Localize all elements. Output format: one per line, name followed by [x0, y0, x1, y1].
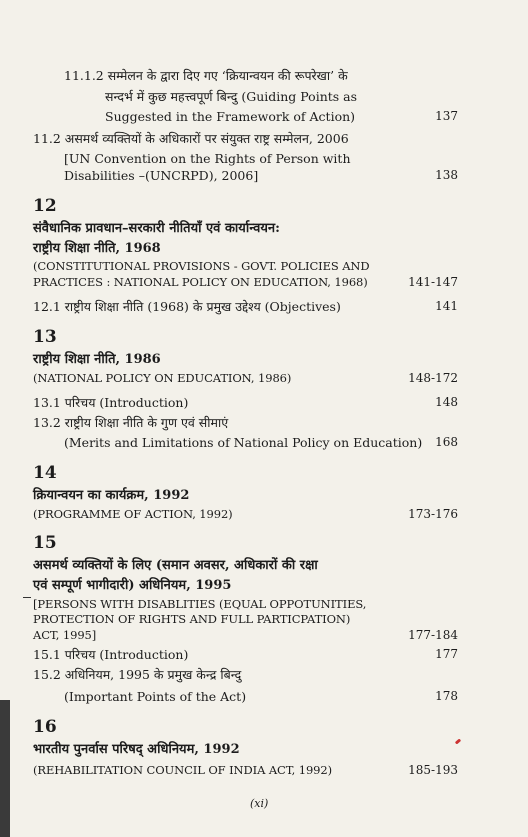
toc-subentry: 15.2 अधिनियम, 1995 के प्रमुख केन्द्र बिन्दु	[33, 667, 242, 682]
chapter-english-title: (NATIONAL POLICY ON EDUCATION, 1986)	[33, 371, 292, 385]
chapter-english-title: PRACTICES : NATIONAL POLICY ON EDUCATION, 1968)	[33, 275, 368, 289]
chapter-number: 15	[33, 533, 57, 553]
toc-subentry: 15.1 परिचय (Introduction)	[33, 647, 189, 662]
page-edge-shadow	[0, 700, 10, 837]
toc-entry-line: [UN Convention on the Rights of Person with	[64, 151, 351, 166]
chapter-english-title: (PROGRAMME OF ACTION, 1992)	[33, 507, 233, 521]
toc-entry-line: Disabilities –(UNCRPD), 2006]	[64, 168, 259, 183]
chapter-heading: राष्ट्रीय शिक्षा नीति, 1986	[33, 352, 161, 367]
chapter-heading: एवं सम्पूर्ण भागीदारी) अधिनियम, 1995	[33, 578, 232, 593]
chapter-english-title: (CONSTITUTIONAL PROVISIONS - GOVT. POLICIES AND	[33, 259, 370, 273]
page-range: 173-176	[408, 507, 458, 521]
chapter-number: 12	[33, 196, 57, 216]
chapter-heading: असमर्थ व्यक्तियों के लिए (समान अवसर, अधिकारों की रक्षा	[33, 558, 318, 573]
page-number: 168	[435, 435, 458, 449]
page-number: 137	[435, 109, 458, 123]
page-range: 141-147	[408, 275, 458, 289]
chapter-english-title: PROTECTION OF RIGHTS AND FULL PARTICPATION)	[33, 612, 351, 626]
chapter-number: 16	[33, 717, 57, 737]
pencil-dash	[23, 597, 31, 598]
page-range: 177-184	[408, 628, 458, 642]
toc-entry-line: Suggested in the Framework of Action)	[105, 109, 356, 124]
page-number: 177	[435, 647, 458, 661]
toc-subentry: 13.2 राष्ट्रीय शिक्षा नीति के गुण एवं सीमाएं	[33, 415, 229, 430]
ink-mark	[455, 738, 462, 744]
toc-subentry: (Merits and Limitations of National Policy on Education)	[64, 435, 423, 450]
toc-entry-line: 11.2 असमर्थ व्यक्तियों के अधिकारों पर संयुक्त राष्ट्र सम्मेलन, 2006	[33, 131, 349, 146]
toc-subentry: 12.1 राष्ट्रीय शिक्षा नीति (1968) के प्रमुख उद्देश्य (Objectives)	[33, 299, 341, 314]
page-range: 148-172	[408, 371, 458, 385]
page-footer-number: (xi)	[250, 797, 269, 810]
chapter-number: 13	[33, 327, 57, 347]
page-number: 178	[435, 689, 458, 703]
page-number: 138	[435, 168, 458, 182]
page-number: 141	[435, 299, 458, 313]
toc-subentry: 13.1 परिचय (Introduction)	[33, 395, 189, 410]
chapter-heading: भारतीय पुनर्वास परिषद् अधिनियम, 1992	[33, 742, 240, 757]
chapter-heading: क्रियान्वयन का कार्यक्रम, 1992	[33, 488, 190, 503]
toc-entry-line: 11.1.2 सम्मेलन के द्वारा दिए गए ‘क्रियान्वयन की रूपरेखा’ के	[64, 68, 348, 83]
chapter-heading: राष्ट्रीय शिक्षा नीति, 1968	[33, 241, 161, 256]
toc-subentry: (Important Points of the Act)	[64, 689, 247, 704]
chapter-heading: संवैधानिक प्रावधान–सरकारी नीतियाँ एवं कार्यान्वयन:	[33, 221, 280, 236]
chapter-english-title: [PERSONS WITH DISABLITIES (EQUAL OPPOTUNITIES,	[33, 597, 367, 611]
chapter-english-title: ACT, 1995]	[33, 628, 97, 642]
page-number: 148	[435, 395, 458, 409]
chapter-english-title: (REHABILITATION COUNCIL OF INDIA ACT, 1992)	[33, 763, 332, 777]
chapter-number: 14	[33, 463, 57, 483]
toc-entry-line: सन्दर्भ में कुछ महत्त्वपूर्ण बिन्दु (Guiding Points as	[105, 89, 358, 104]
page-range: 185-193	[408, 763, 458, 777]
